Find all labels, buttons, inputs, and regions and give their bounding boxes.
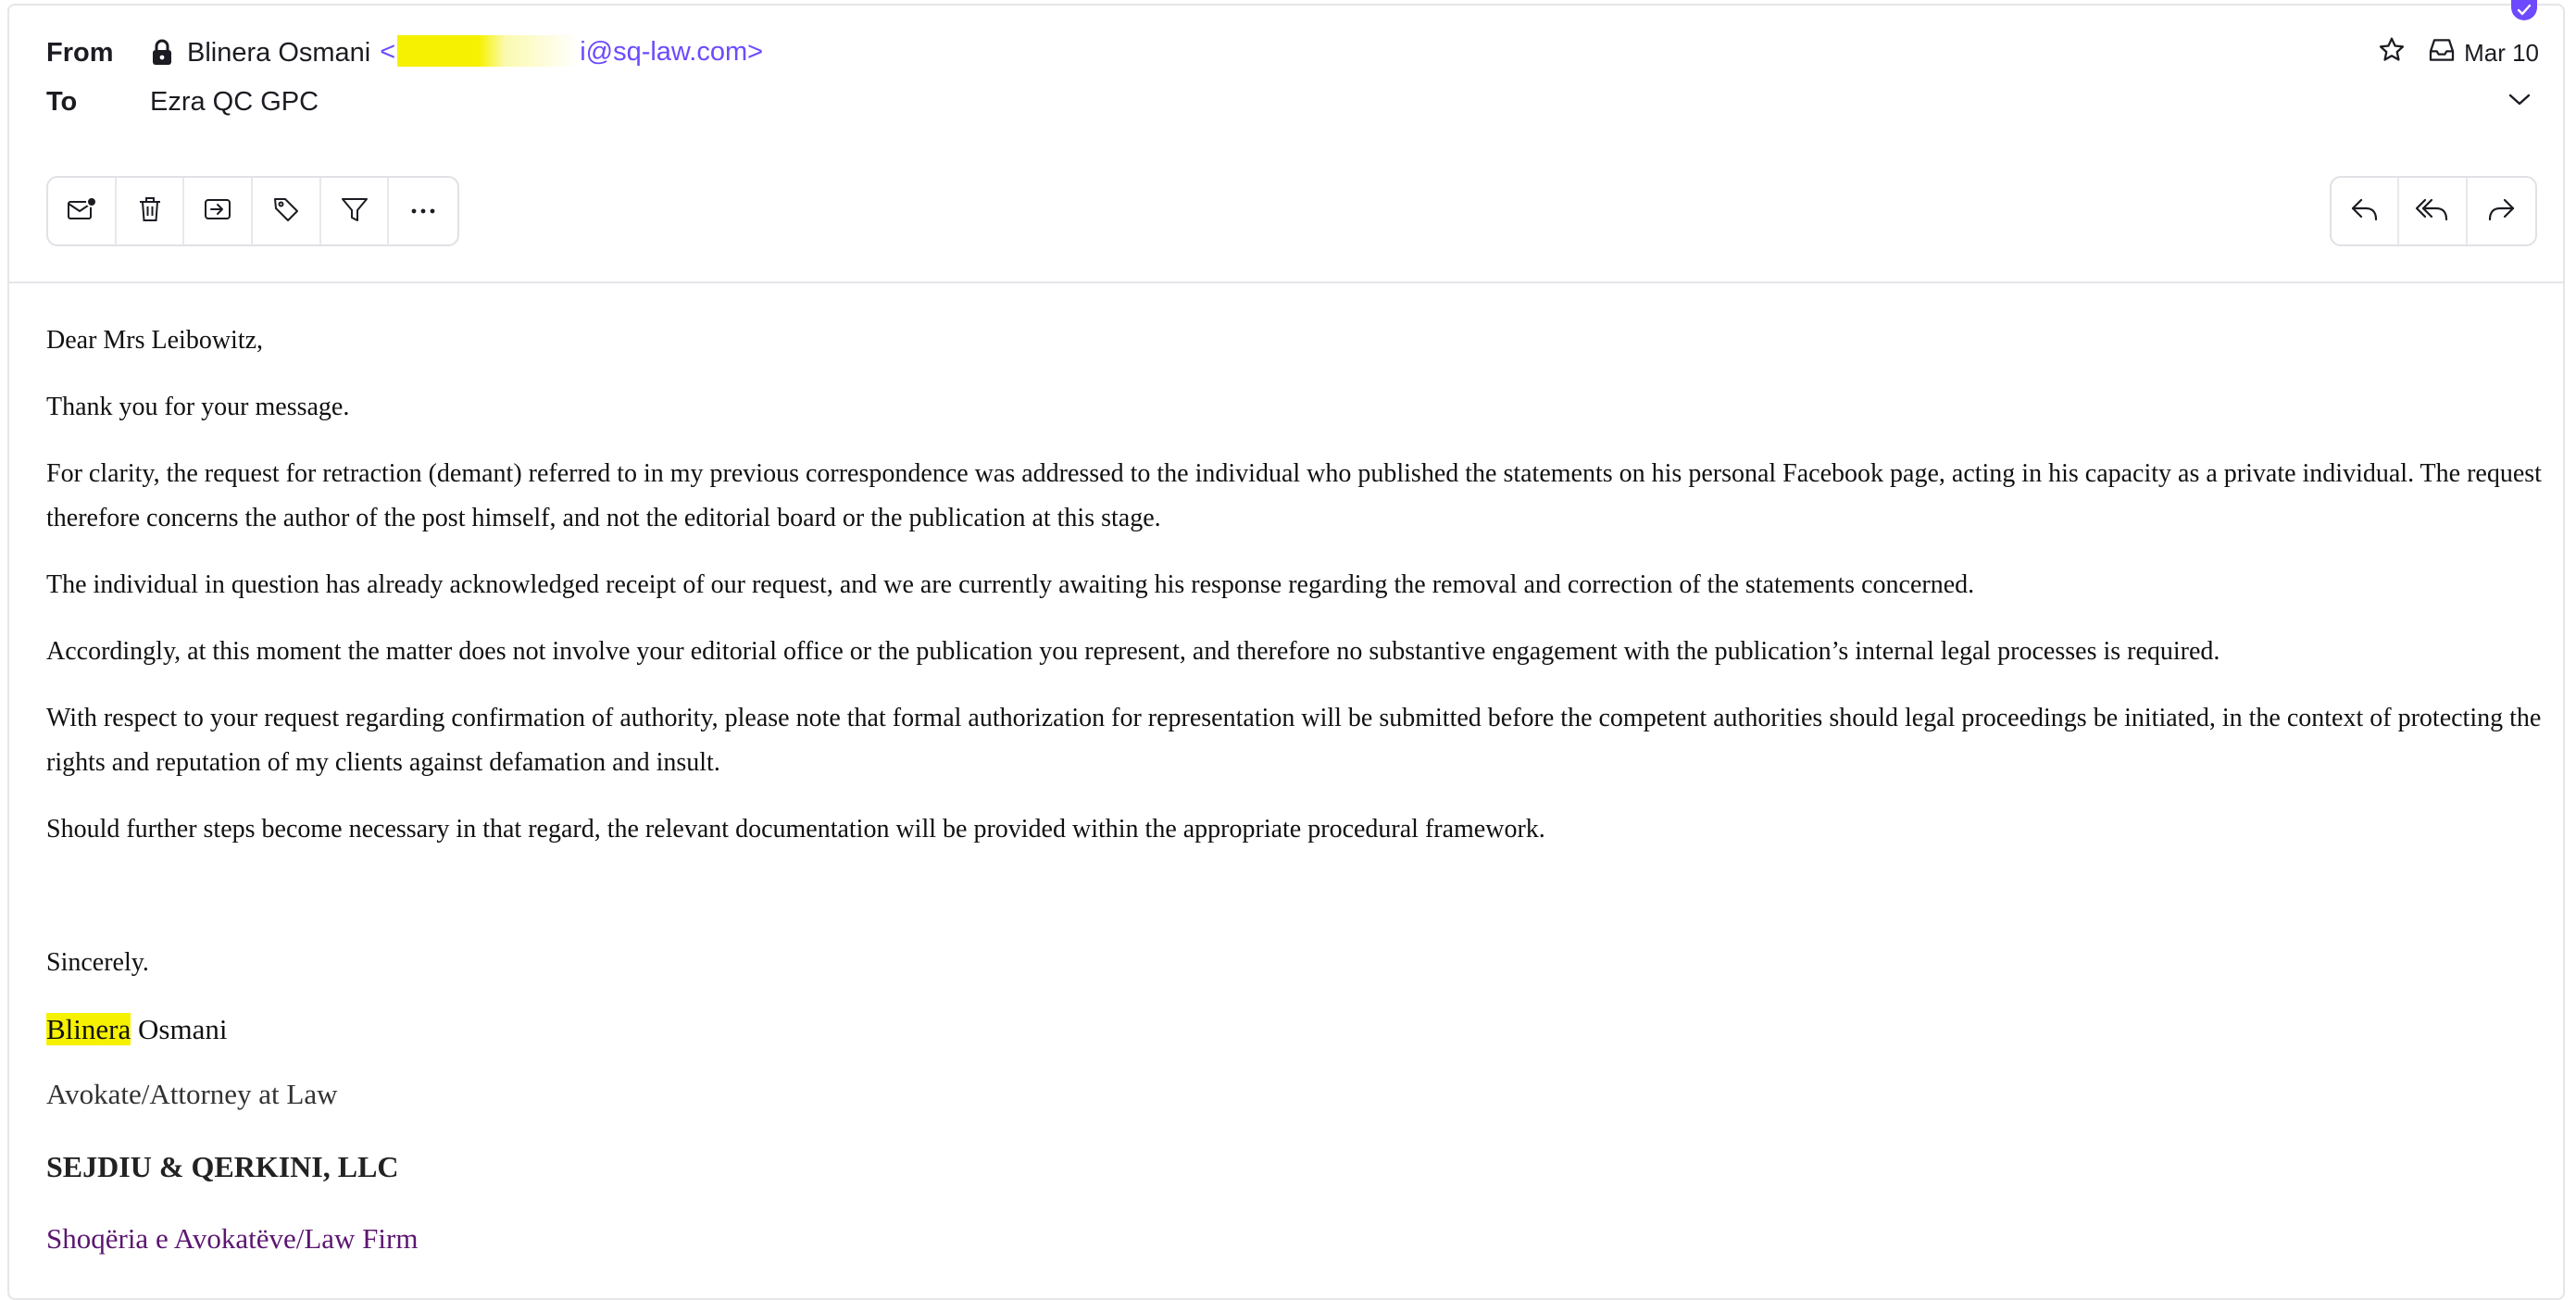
signature-name [46, 1007, 2546, 1052]
lock-icon [150, 39, 180, 67]
inbox-icon [2427, 36, 2457, 70]
forward-button[interactable] [2468, 178, 2535, 244]
reply-button[interactable] [2332, 178, 2399, 244]
closing: Sincerely. [46, 948, 149, 977]
mark-unread-icon [66, 195, 97, 228]
message-date: Mar 10 [2464, 39, 2539, 67]
filter-button[interactable] [321, 178, 390, 244]
greeting: Dear Mrs Leibowitz, [46, 326, 264, 355]
reply-all-button[interactable] [2399, 178, 2467, 244]
to-label: To [46, 87, 78, 117]
forward-icon [2485, 195, 2517, 228]
signature-firm: SEJDIU & QERKINI, LLC [46, 1150, 399, 1183]
sender-email[interactable] [380, 37, 763, 69]
message-actions-toolbar [46, 176, 459, 246]
signature-last-name: Osmani [131, 1013, 228, 1045]
more-actions-button[interactable] [389, 178, 457, 244]
sender-name[interactable]: Blinera Osmani [187, 37, 371, 68]
body-paragraph: The individual in question has already acknowledged receipt of our request, and we are currently awaiting his response regarding the removal and correction of the statements concerned. [46, 570, 1975, 599]
to-row [46, 87, 319, 118]
chevron-down-icon[interactable] [2507, 93, 2532, 112]
sender-email-prefix: < [380, 37, 396, 67]
sender-email-suffix: i@sq-law.com> [580, 37, 764, 67]
move-to-folder-icon [202, 195, 233, 228]
body-paragraph: For clarity, the request for retraction (demant) referred to in my previous correspondence was addressed to the individual who published the statements on his personal Facebook page, acting in his capacity as a private individual. The request therefore concerns the author of the post himself, and not the editorial board or the publication at this stage. [46, 459, 2542, 532]
more-icon [408, 203, 438, 219]
reply-icon [2349, 195, 2381, 228]
mark-unread-button[interactable] [48, 178, 117, 244]
redaction-highlight [397, 35, 578, 67]
signature [46, 1007, 2546, 1261]
delete-button[interactable] [117, 178, 185, 244]
from-row [46, 37, 763, 69]
message-meta [2377, 35, 2539, 71]
filter-icon [340, 194, 369, 229]
recipient-name[interactable]: Ezra QC GPC [150, 87, 319, 117]
signature-title: Avokate/Attorney at Law [46, 1078, 338, 1110]
signature-firm-link[interactable]: Shoqëria e Avokatëve/Law Firm [46, 1222, 419, 1255]
label-button[interactable] [253, 178, 321, 244]
move-button[interactable] [184, 178, 253, 244]
trash-icon [136, 194, 164, 229]
message-body [46, 319, 2546, 1261]
header-divider [7, 281, 2565, 283]
inbox-date [2427, 36, 2539, 70]
from-label: From [46, 37, 114, 68]
body-paragraph: With respect to your request regarding confirmation of authority, please note that formal authorization for representation will be submitted before the competent authorities should legal proceedings be initiated, in the context of protecting the rights and reputation of my clients against defamation and insult. [46, 704, 2542, 777]
signature-first-name: Blinera [46, 1013, 131, 1045]
reply-all-icon [2415, 195, 2450, 228]
label-icon [271, 194, 301, 229]
body-paragraph: Thank you for your message. [46, 393, 350, 421]
body-paragraph: Accordingly, at this moment the matter does not involve your editorial office or the publication you represent, and therefore no substantive engagement with the publication’s internal legal processes is required. [46, 637, 2220, 666]
body-paragraph: Should further steps become necessary in that regard, the relevant documentation will be provided within the appropriate procedural framework. [46, 815, 1545, 844]
reply-toolbar [2330, 176, 2537, 246]
star-icon[interactable] [2377, 35, 2407, 71]
